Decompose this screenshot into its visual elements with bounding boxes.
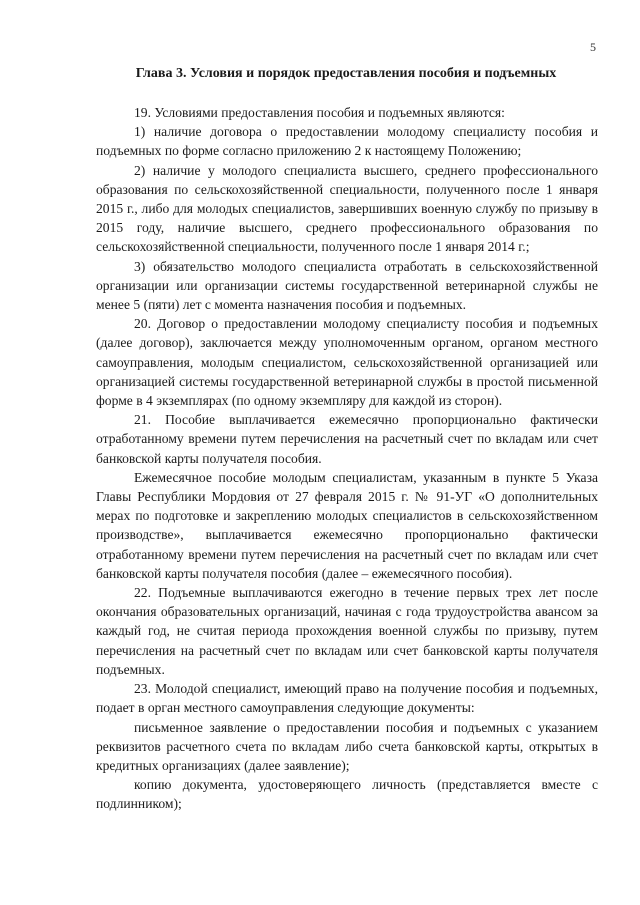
paragraph: 23. Молодой специалист, имеющий право на получение пособия и подъемных, подает в орган местного самоуправления следующие документы:	[96, 681, 598, 716]
paragraph: 1) наличие договора о предоставлении молодому специалисту пособия и подъемных по форме согласно приложению 2 к настоящему Положению;	[96, 124, 598, 159]
paragraph: Ежемесячное пособие молодым специалистам, указанным в пункте 5 Указа Главы Республики Мордовия от 27 февраля 2015 г. № 91-УГ «О дополнительных мерах по подготовке и закреплению молодых специалистов в сельскохозяйственном производстве», выплачивается ежемесячно пропорционально фактически отработанному времени путем перечисления на расчетный счет по вкладам или счет банковской карты получателя пособия (далее – ежемесячного пособия).	[96, 469, 598, 581]
page-number: 5	[590, 40, 596, 54]
chapter-heading: Глава 3. Условия и порядок предоставления пособия и подъемных	[135, 66, 557, 81]
paragraph: 3) обязательство молодого специалиста отработать в сельскохозяйственной организации или организации системы государственной ветеринарной службы не менее 5 (пяти) лет с момента назначения пособия и подъемных.	[96, 258, 598, 313]
paragraph: 19. Условиями предоставления пособия и подъемных являются:	[134, 105, 505, 120]
paragraph: 22. Подъемные выплачиваются ежегодно в течение первых трех лет после окончания образовательных организаций, начиная с года трудоустройства авансом за каждый год, не считая периода прохождения военной службы по призыву, путем перечисления на расчетный счет по вкладам или счет банковской карты получателя подъемных.	[96, 585, 598, 677]
document-body	[96, 103, 598, 814]
paragraph: 2) наличие у молодого специалиста высшего, среднего профессионального образования по сельскохозяйственной специальности, полученного после 1 января 2015 г., либо для молодых специалистов, завершивших военную службу по призыву в 2015 году, наличие высшего, среднего профессионального образования по сельскохозяйственной специальности, полученного после 1 января 2014 г.;	[96, 162, 598, 255]
paragraph: 21. Пособие выплачивается ежемесячно пропорционально фактически отработанному времени путем перечисления на расчетный счет по вкладам или счет банковской карты получателя пособия.	[96, 412, 598, 466]
paragraph: копию документа, удостоверяющего личность (представляется вместе с подлинником);	[96, 777, 598, 812]
paragraph: 20. Договор о предоставлении молодому специалисту пособия и подъемных (далее договор), заключается между уполномоченным органом, органом местного самоуправления, молодым специалистом, сельскохозяйственной организацией или организацией системы государственной ветеринарной службы в простой письменной форме в 4 экземплярах (по одному экземпляру для каждой из сторон).	[96, 316, 598, 409]
paragraph: письменное заявление о предоставлении пособия и подъемных с указанием реквизитов расчетного счета по вкладам либо счета банковской карты, открытых в кредитных организациях (далее заявление);	[96, 719, 598, 773]
